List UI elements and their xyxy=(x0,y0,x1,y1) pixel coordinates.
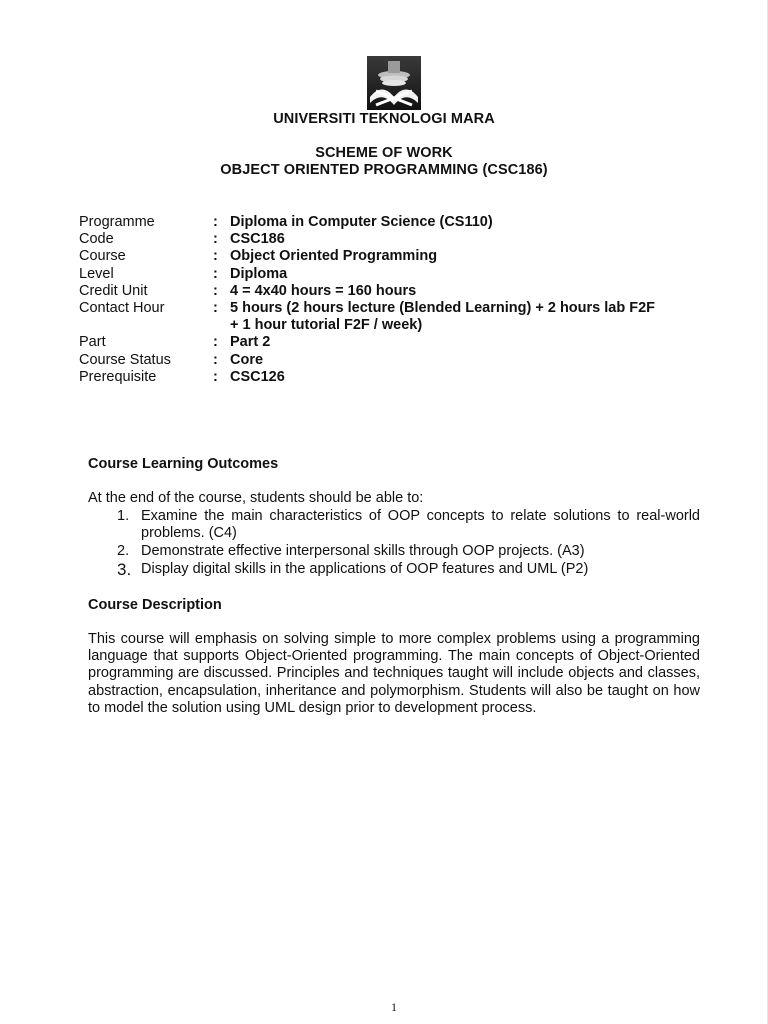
info-separator: : xyxy=(213,300,218,317)
info-value: Object Oriented Programming xyxy=(230,248,438,265)
info-separator: : xyxy=(213,248,218,265)
document-type: SCHEME OF WORK xyxy=(315,145,453,161)
list-item-text: Display digital skills in the applications of OOP features and UML (P2) xyxy=(141,561,589,577)
university-name: UNIVERSITI TEKNOLOGI MARA xyxy=(273,111,495,127)
info-label: Level xyxy=(79,265,114,282)
info-separator: : xyxy=(213,334,218,351)
list-item-number: 1. xyxy=(117,508,130,524)
info-separator: : xyxy=(213,231,218,248)
info-value: 4 = 4x40 hours = 160 hours xyxy=(230,282,417,299)
page-number: 1 xyxy=(391,1000,397,1014)
info-row-course-status xyxy=(79,352,699,369)
info-value: Core xyxy=(230,351,264,368)
course-description-heading: Course Description xyxy=(88,597,222,613)
list-item-text: Demonstrate effective interpersonal skills through OOP projects. (A3) xyxy=(141,543,585,559)
info-label: Code xyxy=(79,231,114,248)
info-row-code xyxy=(79,231,699,248)
info-row-level xyxy=(79,266,699,283)
info-label: Contact Hour xyxy=(79,300,165,317)
course-info-table xyxy=(79,214,699,386)
list-item xyxy=(88,543,700,560)
info-row-programme xyxy=(79,214,699,231)
university-crest-icon xyxy=(366,55,422,111)
info-label: Part xyxy=(79,334,106,351)
info-separator: : xyxy=(213,214,218,230)
list-item xyxy=(88,508,700,542)
info-row-prerequisite xyxy=(79,369,699,386)
info-value: CSC126 xyxy=(230,368,285,385)
info-row-contact-hour xyxy=(79,300,699,334)
list-item-number: 3. xyxy=(117,560,132,579)
info-label: Programme xyxy=(79,214,155,230)
list-item-number: 2. xyxy=(117,543,130,559)
list-item-text: Examine the main characteristics of OOP concepts to relate solutions to real-world problems. (C4) xyxy=(141,508,700,541)
info-value: CSC186 xyxy=(230,231,285,248)
info-separator: : xyxy=(213,368,218,385)
info-separator: : xyxy=(213,282,218,299)
info-row-part xyxy=(79,334,699,351)
info-value: Part 2 xyxy=(230,334,271,351)
learning-outcomes-intro: At the end of the course, students should be able to: xyxy=(88,490,424,506)
info-separator: : xyxy=(213,351,218,368)
info-label: Course Status xyxy=(79,351,171,368)
learning-outcomes-heading: Course Learning Outcomes xyxy=(88,456,279,472)
list-item xyxy=(88,561,700,580)
course-description-body: This course will emphasis on solving simple to more complex problems using a programming language that supports Object-Oriented programming. The main concepts of Object-Oriented programming are discussed. Principles and techniques taught will include objects and classes, abstraction, encapsulation, inheritance and polymorphism. Students will also be taught on how to model the solution using UML design prior to development process. xyxy=(88,631,700,716)
info-value: 5 hours (2 hours lecture (Blended Learning) + 2 hours lab F2F + 1 hour tutorial F2F / week) xyxy=(230,300,656,334)
info-value: Diploma in Computer Science (CS110) xyxy=(230,214,493,230)
info-label: Course xyxy=(79,248,126,265)
info-value: Diploma xyxy=(230,265,288,282)
course-heading: OBJECT ORIENTED PROGRAMMING (CSC186) xyxy=(220,162,548,178)
info-row-credit-unit xyxy=(79,283,699,300)
info-label: Credit Unit xyxy=(79,282,148,299)
learning-outcomes-list xyxy=(88,508,700,581)
info-label: Prerequisite xyxy=(79,368,157,385)
info-separator: : xyxy=(213,265,218,282)
info-row-course xyxy=(79,248,699,265)
